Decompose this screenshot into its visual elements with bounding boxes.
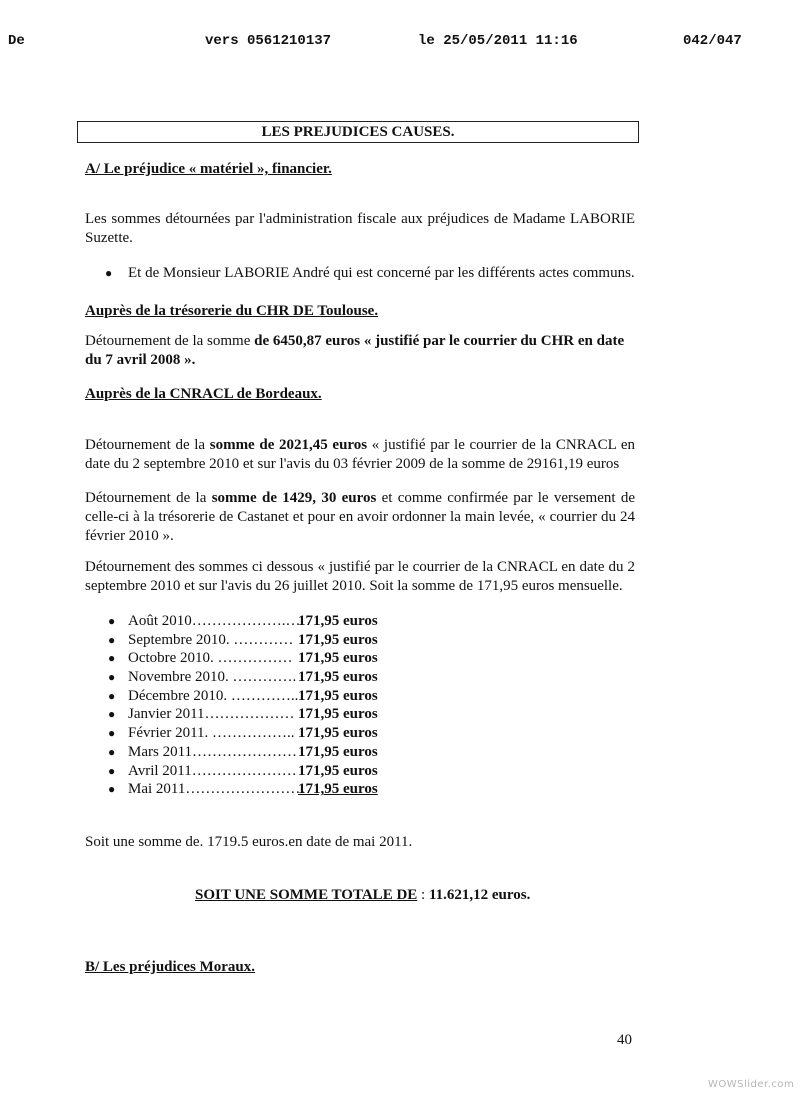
bullet-icon: ●	[108, 726, 116, 741]
section-a-heading: A/ Le préjudice « matériel », financier.	[85, 161, 332, 177]
bullet-icon: ●	[108, 614, 116, 628]
total-value: 11.621,12 euros.	[428, 887, 531, 903]
bullet-icon: ●	[108, 651, 116, 666]
month-amount: 171,95 euros	[298, 706, 378, 723]
total-line	[195, 886, 530, 905]
list-item	[108, 724, 428, 743]
bullet-icon: ●	[108, 688, 116, 703]
month-label: Janvier 2011………………	[128, 706, 295, 723]
month-label: Août 2010……………….…	[128, 613, 301, 629]
month-label: Décembre 2010. …………..	[128, 687, 299, 704]
list-item	[108, 631, 428, 650]
bullet-icon: ●	[108, 632, 116, 647]
month-label: Avril 2011…………………	[128, 762, 297, 779]
month-amount: 171,95 euros	[298, 613, 378, 629]
month-amount: 171,95 euros	[298, 781, 378, 798]
fax-page-count: 042/047	[683, 33, 742, 49]
list-item	[108, 687, 428, 706]
list-item	[108, 649, 428, 668]
document-title: LES PREJUDICES CAUSES.	[77, 121, 639, 143]
month-amount: 171,95 euros	[298, 669, 378, 686]
chr-paragraph	[85, 332, 635, 370]
month-label: Septembre 2010. …………	[128, 631, 294, 648]
bullet-icon: ●	[108, 782, 116, 797]
cnracl-p1-end: « justifié par le courrier de la CNRACL en date du 2 septembre 2010 et sur l'avis du 03 février 2009 de la somme de 29161,19 euros	[85, 437, 635, 472]
bullet-icon: ●	[108, 744, 116, 759]
chr-text: Détournement de la somme	[85, 333, 255, 349]
sum-line: Soit une somme de. 1719.5 euros.en date de mai 2011.	[85, 834, 413, 850]
list-item	[108, 705, 428, 724]
month-amount: 171,95 euros	[298, 743, 378, 760]
chr-heading: Auprès de la trésorerie du CHR DE Toulouse.	[85, 303, 379, 319]
cnracl-p2-amount: somme de 1429, 30 euros	[211, 490, 377, 506]
fax-from: De	[8, 33, 25, 49]
cnracl-paragraph-2	[85, 489, 635, 546]
month-amount: 171,95 euros	[298, 650, 378, 667]
bullet-icon: ●	[105, 266, 113, 280]
cnracl-p1-start: Détournement de la	[85, 437, 210, 453]
bullet-text: Et de Monsieur LABORIE André qui est concerné par les différents actes communs.	[128, 265, 635, 281]
list-item	[108, 780, 428, 799]
total-label: SOIT UNE SOMME TOTALE DE	[195, 887, 418, 903]
total-separator: :	[417, 887, 429, 903]
month-label: Février 2011. ……………..	[128, 725, 295, 742]
cnracl-p2-start: Détournement de la	[85, 490, 212, 506]
cnracl-heading: Auprès de la CNRACL de Bordeaux.	[85, 386, 322, 402]
cnracl-p2-end: et comme confirmée par le versement de celle-ci à la trésorerie de Castanet et pour en avoir ordonner la main levée, « courrier du 24 février 2010 ».	[85, 490, 635, 544]
cnracl-paragraph-1	[85, 436, 635, 474]
chr-amount: de 6450,87 euros « justifié par le courrier du CHR en date du 7 avril 2008 ».	[85, 333, 625, 368]
watermark: WOWSlider.com	[708, 1079, 795, 1090]
bullet-icon: ●	[108, 763, 116, 778]
month-amount: 171,95 euros	[298, 762, 378, 779]
section-a-intro: Les sommes détournées par l'administration fiscale aux préjudices de Madame LABORIE Suzette.	[85, 211, 635, 246]
monthly-amounts-list	[108, 612, 428, 799]
section-b-heading: B/ Les préjudices Moraux.	[85, 959, 255, 975]
month-label: Novembre 2010. ………….	[128, 669, 297, 686]
list-item	[108, 762, 428, 781]
list-item	[108, 668, 428, 687]
month-amount: 171,95 euros	[298, 687, 378, 704]
list-item	[108, 743, 428, 762]
month-amount: 171,95 euros	[298, 725, 378, 742]
bullet-icon: ●	[108, 707, 116, 722]
month-label: Mars 2011…………………	[128, 743, 298, 760]
fax-recipient: vers 0561210137	[205, 33, 332, 49]
bullet-icon: ●	[108, 670, 116, 685]
fax-header	[0, 33, 800, 53]
cnracl-paragraph-3: Détournement des sommes ci dessous « justifié par le courrier de la CNRACL en date du 2 septembre 2010 et sur l'avis du 26 juillet 2010. Soit la somme de 171,95 euros mensuelle.	[85, 559, 635, 594]
list-item	[105, 264, 635, 283]
month-label: Octobre 2010. ……………	[128, 650, 293, 667]
month-label: Mai 2011……………………	[128, 781, 306, 798]
fax-date: le 25/05/2011 11:16	[418, 33, 578, 49]
list-item	[108, 612, 428, 631]
month-amount: 171,95 euros	[298, 631, 378, 648]
cnracl-p1-amount: somme de 2021,45 euros	[209, 437, 368, 453]
page-number: 40	[617, 1032, 632, 1048]
